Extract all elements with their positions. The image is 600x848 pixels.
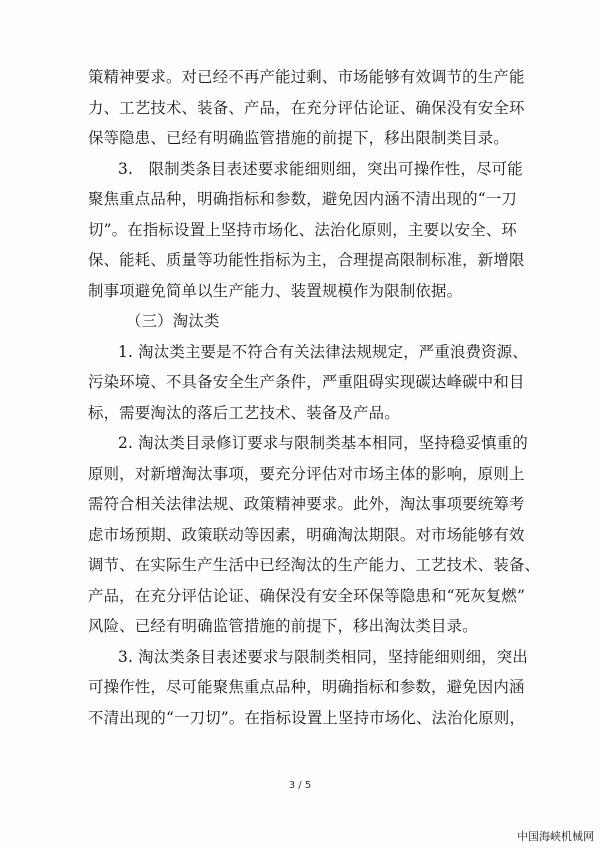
text-line: 产品，在充分评估论证、确保没有安全环保等隐患和“死灰复燃” <box>88 586 526 605</box>
body-text <box>88 62 541 733</box>
text-line: 污染环境、不具备安全生产条件，严重阻碍实现碳达峰碳中和目 <box>88 373 525 391</box>
text-line: 1. 淘汰类主要是不符合有关法律法规规定，严重浪费资源、 <box>118 342 528 361</box>
text-line: 2. 淘汰类目录修订要求与限制类基本相同，坚持稳妥慎重的 <box>118 434 528 452</box>
text-line: 制事项避免简单以生产能力、装置规模作为限制依据。 <box>88 281 463 300</box>
text-line: 需符合相关法律法规、政策精神要求。此外，淘汰事项要统筹考 <box>88 495 525 513</box>
text-line: 保、能耗、质量等功能性指标为主，合理提高限制标准，新增限 <box>88 251 525 269</box>
text-line: 保等隐患、已经有明确监管措施的前提下，移出限制类目录。 <box>88 129 509 147</box>
text-line: 不清出现的“一刀切”。在指标设置上坚持市场化、法治化原则， <box>88 708 526 727</box>
text-line: 标，需要淘汰的落后工艺技术、装备及产品。 <box>88 403 400 422</box>
text-line: 力、工艺技术、装备、产品，在充分评估论证、确保没有安全环 <box>88 98 525 117</box>
page-number: 3 / 5 <box>288 780 312 791</box>
text-line: 原则，对新增淘汰事项，要充分评估对市场主体的影响，原则上 <box>88 464 525 483</box>
text-line: 虑市场预期、政策联动等因素，明确淘汰期限。对市场能够有效 <box>88 525 525 544</box>
text-line: 风险、已经有明确监管措施的前提下，移出淘汰类目录。 <box>88 617 478 635</box>
text-line: 3. 限制类条目表述要求能细则细，突出可操作性，尽可能 <box>118 159 523 178</box>
site-watermark: 中国海峡机械网 <box>517 830 594 843</box>
text-line: 3. 淘汰类条目表述要求与限制类相同，坚持能细则细，突出 <box>118 647 528 666</box>
text-line: 聚焦重点品种，明确指标和参数，避免因内涵不清出现的“一刀 <box>88 190 518 208</box>
text-line: 策精神要求。对已经不再产能过剩、市场能够有效调节的生产能 <box>88 68 525 86</box>
section-heading: （三）淘汰类 <box>126 312 220 330</box>
text-line: 切”。在指标设置上坚持市场化、法治化原则，主要以安全、环 <box>88 220 518 239</box>
text-line: 可操作性，尽可能聚焦重点品种，明确指标和参数，避免因内涵 <box>88 678 525 696</box>
text-line: 调节、在实际生产生活中已经淘汰的生产能力、工艺技术、装备、 <box>88 556 541 574</box>
